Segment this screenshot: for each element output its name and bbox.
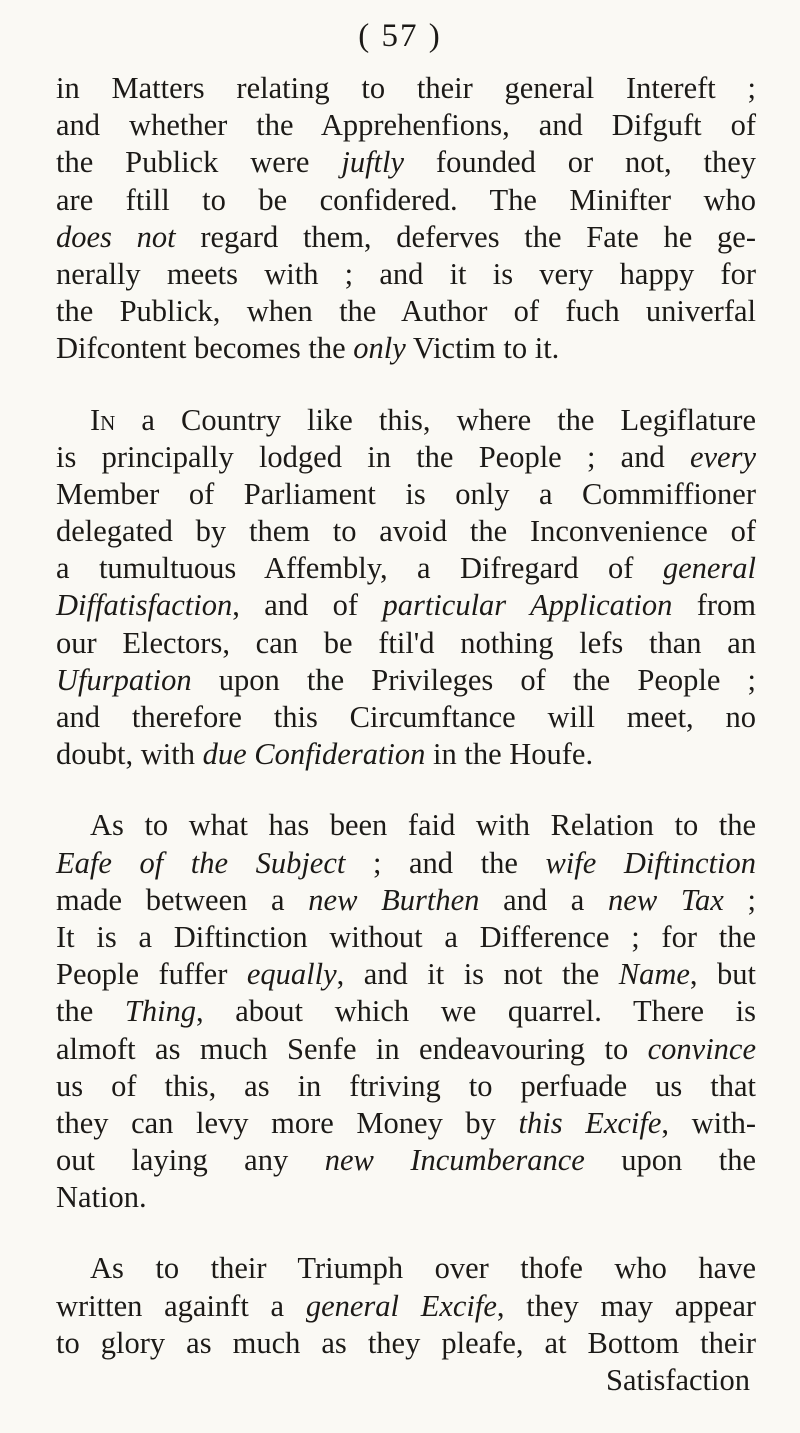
text-run: and whether the Apprehenfions, and Difguft of bbox=[56, 108, 756, 143]
page-number: ( 57 ) bbox=[358, 18, 442, 54]
text-run: upon the bbox=[584, 1143, 757, 1178]
italic-run: Eafe of the Subject bbox=[56, 845, 346, 880]
text-run: and therefore this Circumftance will meet, no bbox=[56, 700, 756, 734]
text-line bbox=[56, 1142, 756, 1179]
text-run: Difcontent becomes the bbox=[56, 331, 354, 366]
text-run: In bbox=[90, 402, 116, 437]
italic-run: does not bbox=[56, 219, 176, 254]
text-line bbox=[56, 625, 756, 662]
text-run: regard them, deferves the Fate he ge- bbox=[175, 219, 756, 254]
text-line bbox=[56, 919, 756, 956]
text-run: written againft a bbox=[56, 1288, 306, 1323]
italic-run: Diffatisfaction bbox=[56, 588, 233, 623]
italic-run: new Tax bbox=[608, 882, 724, 917]
text-line bbox=[56, 1068, 756, 1105]
text-run: founded or not, they bbox=[404, 145, 756, 180]
text-run: Member of Parliament is only a Commiffioner bbox=[56, 476, 756, 511]
text-line bbox=[56, 293, 756, 330]
italic-run: every bbox=[689, 439, 756, 474]
text-run: As to their Triumph over thofe who have bbox=[90, 1251, 756, 1286]
text-run: Nation. bbox=[56, 1180, 147, 1215]
text-run: the Publick were bbox=[56, 145, 342, 180]
text-run: in Matters relating to their general Intereft ; bbox=[56, 71, 756, 105]
text-line bbox=[56, 662, 756, 699]
text-run: our Electors, can be ftil'd nothing lefs than an bbox=[56, 625, 756, 660]
text-line bbox=[56, 1325, 756, 1362]
text-run: to glory as much as they pleafe, at Bottom their bbox=[56, 1325, 756, 1360]
italic-run: Name bbox=[618, 957, 690, 992]
text-run: are ftill to be confidered. The Minifter who bbox=[56, 182, 756, 217]
text-run: out laying any bbox=[56, 1143, 325, 1178]
text-line bbox=[56, 219, 756, 256]
italic-run: due Confideration bbox=[202, 737, 426, 772]
italic-run: particular Application bbox=[382, 588, 673, 623]
text-run: delegated by them to avoid the Inconvenience of bbox=[56, 514, 756, 549]
italic-run: general bbox=[662, 551, 756, 586]
text-line bbox=[56, 882, 756, 919]
text-run: they can levy more Money by bbox=[56, 1105, 519, 1140]
text-line bbox=[56, 513, 756, 550]
text-run: , with- bbox=[661, 1105, 756, 1140]
text-line bbox=[56, 256, 756, 293]
text-run: a tumultuous Affembly, a Difregard of bbox=[56, 551, 663, 586]
text-run: made between a bbox=[56, 882, 309, 917]
text-line bbox=[56, 1105, 756, 1142]
italic-run: equally bbox=[246, 957, 337, 992]
text-line bbox=[56, 1179, 756, 1216]
catchword: Satisfaction bbox=[606, 1363, 750, 1397]
text-run: As to what has been faid with Relation to the bbox=[90, 808, 756, 843]
text-run: ; bbox=[723, 882, 756, 917]
italic-run: new Burthen bbox=[308, 882, 480, 917]
text-line bbox=[56, 845, 756, 882]
italic-run: Thing bbox=[124, 994, 197, 1029]
italic-run: only bbox=[353, 331, 406, 366]
text-run: almoft as much Senfe in endeavouring to bbox=[56, 1031, 648, 1066]
text-line bbox=[56, 587, 756, 624]
text-run: ; and the bbox=[345, 845, 546, 880]
text-run: , and it is not the bbox=[336, 957, 619, 992]
italic-run: juftly bbox=[341, 145, 405, 180]
text-line bbox=[56, 439, 756, 476]
text-run: is principally lodged in the People ; and bbox=[56, 439, 690, 474]
paragraph bbox=[56, 70, 756, 368]
text-run: , they may appear bbox=[496, 1288, 757, 1323]
text-run: in the Houfe. bbox=[425, 737, 594, 772]
text-line bbox=[56, 699, 756, 736]
text-line bbox=[56, 330, 756, 367]
text-run: , about which we quarrel. There is bbox=[196, 994, 756, 1029]
text-run: from bbox=[672, 588, 756, 623]
text-run: upon the Privileges of the People ; bbox=[191, 662, 756, 697]
text-line bbox=[56, 736, 756, 773]
text-line bbox=[56, 1288, 756, 1325]
text-run: Victim to it. bbox=[405, 331, 560, 366]
paragraph bbox=[56, 402, 756, 774]
text-line bbox=[56, 993, 756, 1030]
text-line bbox=[56, 107, 756, 144]
text-line bbox=[56, 476, 756, 513]
text-run: nerally meets with ; and it is very happy for bbox=[56, 256, 756, 291]
text-run: doubt, with bbox=[56, 737, 203, 772]
text-run: a Country like this, where the Legiflature bbox=[115, 402, 756, 437]
text-line bbox=[56, 70, 756, 107]
italic-run: this Excife bbox=[518, 1105, 662, 1140]
text-line bbox=[56, 807, 756, 844]
paragraph-gap bbox=[56, 368, 756, 402]
text-run: the Publick, when the Author of fuch univerfal bbox=[56, 294, 756, 329]
paragraph bbox=[56, 807, 756, 1216]
text-run: the bbox=[56, 994, 125, 1029]
text-run: , but bbox=[689, 957, 756, 992]
text-line bbox=[56, 144, 756, 181]
italic-run: convince bbox=[647, 1031, 756, 1066]
text-run: us of this, as in ftriving to perfuade us that bbox=[56, 1068, 756, 1103]
body-text bbox=[56, 70, 756, 1399]
paragraph-gap bbox=[56, 773, 756, 807]
text-run: and a bbox=[479, 882, 609, 917]
italic-run: wife Diftinction bbox=[545, 845, 756, 880]
paragraph bbox=[56, 1250, 756, 1362]
italic-run: Ufurpation bbox=[56, 662, 192, 697]
text-line bbox=[56, 1250, 756, 1287]
text-run: It is a Diftinction without a Difference ; for the bbox=[56, 919, 756, 954]
text-line bbox=[56, 182, 756, 219]
text-run: People fuffer bbox=[56, 957, 247, 992]
paragraph-gap bbox=[56, 1216, 756, 1250]
text-line bbox=[56, 402, 756, 439]
text-line bbox=[56, 956, 756, 993]
text-line bbox=[56, 550, 756, 587]
text-line bbox=[56, 1031, 756, 1068]
italic-run: new Incumberance bbox=[324, 1143, 585, 1178]
italic-run: general Excife bbox=[305, 1288, 497, 1323]
text-run: , and of bbox=[232, 588, 383, 623]
